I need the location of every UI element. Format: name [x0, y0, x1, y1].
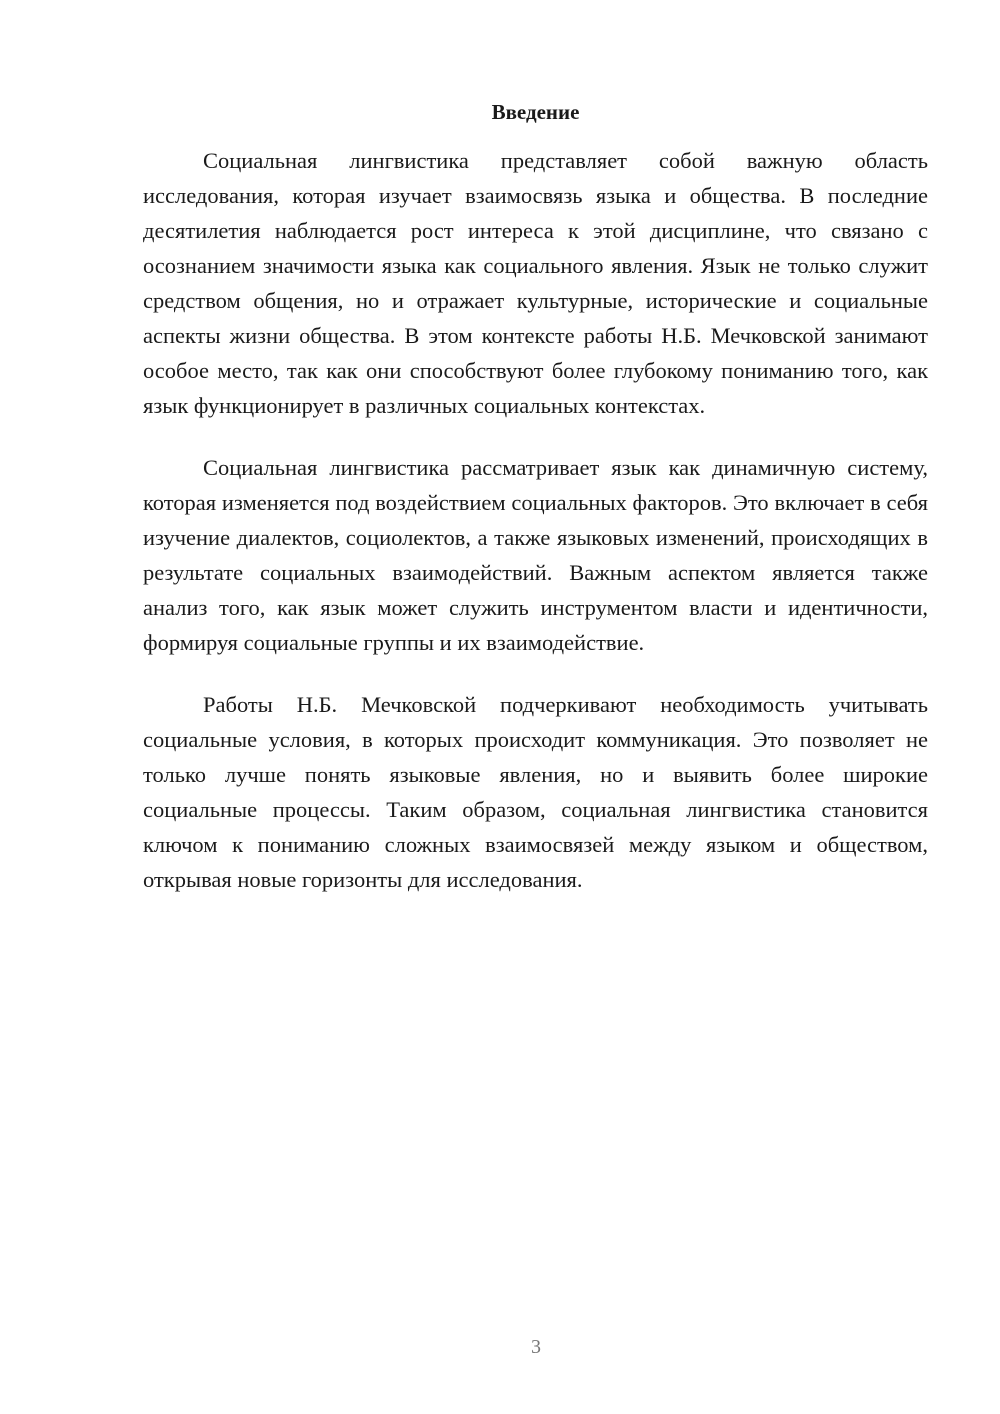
section-title: Введение: [491, 100, 580, 124]
paragraph-1: Социальная лингвистика представляет собой важную область исследования, которая изучает взаимосвязь языка и общества. В последние десятилетия наблюдается рост интереса к этой дисциплине, что связано с осознанием значимости языка как социального явления. Язык не только служит средством общения, но и отражает культурные, исторические и социальные аспекты жизни общества. В этом контексте работы Н.Б. Мечковской занимают особое место, так как они способствуют более глубокому пониманию того, как язык функционирует в различных социальных контекстах.: [143, 148, 928, 418]
paragraph-2: Социальная лингвистика рассматривает язык как динамичную систему, которая изменяется под воздействием социальных факторов. Это включает в себя изучение диалектов, социолектов, а также языковых изменений, происходящих в результате социальных взаимодействий. Важным аспектом является также анализ того, как язык может служить инструментом власти и идентичности, формируя социальные группы и их взаимодействие.: [143, 455, 928, 655]
body-text: [143, 143, 928, 897]
page-number: 3: [531, 1336, 541, 1358]
paragraph-3: Работы Н.Б. Мечковской подчеркивают необходимость учитывать социальные условия, в которых происходит коммуникация. Это позволяет не только лучше понять языковые явления, но и выявить более широкие социальные процессы. Таким образом, социальная лингвистика становится ключом к пониманию сложных взаимосвязей между языком и обществом, открывая новые горизонты для исследования.: [143, 692, 928, 892]
